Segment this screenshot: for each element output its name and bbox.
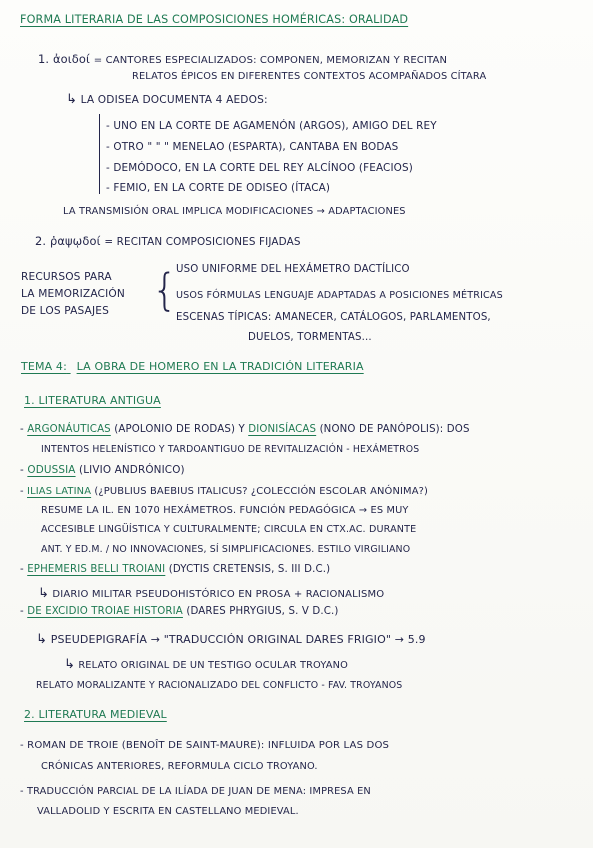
recursos-label: RECURSOS PARA LA MEMORIZACIÓN DE LOS PASAJES [21, 271, 125, 317]
recursos-item: USOS FÓRMULAS LENGUAJE ADAPTADAS A POSICIONES MÉTRICAS [176, 290, 503, 301]
aedo-item: - OTRO " " " MENELAO (ESPARTA), CANTABA EN BODAS [106, 141, 399, 153]
item1-term: ἀοιδοί [52, 52, 90, 66]
aedo-item: - FEMIO, EN LA CORTE DE ODISEO (ÍTACA) [106, 182, 331, 194]
tema4-heading [21, 360, 364, 373]
excidio-author: (DARES PHRYGIUS, S. V D.C.) [186, 606, 339, 617]
relato-line2: RELATO MORALIZANTE Y RACIONALIZADO DEL CONFLICTO - FAV. TROYANOS [36, 680, 403, 691]
dionisiacas-title: DIONISÍACAS [248, 424, 317, 435]
ilias-line4: ANT. Y ED.M. / NO INNOVACIONES, SÍ SIMPLIFICACIONES. ESTILO VIRGILIANO [41, 544, 411, 555]
item2-number: 2. [35, 234, 47, 248]
excidio-line: - DE EXCIDIO TROIAE HISTORIA (DARES PHRYGIUS, S. V D.C.) [20, 606, 339, 617]
aedo-item: - DEMÓDOCO, EN LA CORTE DEL REY ALCÍNOO (FEACIOS) [106, 162, 413, 174]
argonauticas-author: (APOLONIO DE RODAS) Y [114, 424, 245, 435]
roman-line2: CRÓNICAS ANTERIORES, REFORMULA CICLO TROYANO. [41, 761, 318, 772]
item1-line1 [38, 52, 447, 66]
odisea-line [66, 92, 268, 107]
relato-line1: ↳ RELATO ORIGINAL DE UN TESTIGO OCULAR TROYANO [64, 657, 348, 672]
roman-line1: - ROMAN DE TROIE (BENOÎT DE SAINT-MAURE): INFLUIDA POR LAS DOS [20, 740, 390, 751]
ephemeris-title: EPHEMERIS BELLI TROIANI [27, 564, 166, 575]
return-arrow-icon: ↳ [66, 92, 78, 107]
item2-text: = RECITAN COMPOSICIONES FIJADAS [104, 236, 301, 248]
trad-line2: VALLADOLID Y ESCRITA EN CASTELLANO MEDIEVAL. [37, 806, 299, 817]
tema4-label: TEMA 4: [21, 360, 67, 373]
odussia-author: (LIVIO ANDRÓNICO) [79, 464, 185, 476]
item1-line2: RELATOS ÉPICOS EN DIFERENTES CONTEXTOS ACOMPAÑADOS CÍTARA [132, 71, 487, 82]
tema4-title: LA OBRA DE HOMERO EN LA TRADICIÓN LITERARIA [76, 360, 364, 373]
odussia-title: ODUSSIA [27, 464, 76, 476]
brace-icon: { [152, 264, 178, 316]
aedo-item: - UNO EN LA CORTE DE AGAMENÓN (ARGOS), AMIGO DEL REY [106, 120, 437, 132]
ilias-title: ILIAS LATINA [27, 486, 92, 497]
ilias-line2: RESUME LA IL. EN 1070 HEXÁMETROS. FUNCIÓN PEDAGÓGICA → ES MUY [41, 505, 409, 516]
trad-line1: - TRADUCCIÓN PARCIAL DE LA ILÍADA DE JUAN DE MENA: IMPRESA EN [20, 786, 371, 797]
ilias-line3: ACCESIBLE LINGÜÍSTICA Y CULTURALMENTE; CIRCULA EN CTX.AC. DURANTE [41, 524, 417, 535]
return-arrow-icon: ↳ [38, 586, 50, 601]
ephemeris-author: (DYCTIS CRETENSIS, S. III D.C.) [168, 564, 331, 575]
item1-number: 1. [38, 52, 50, 66]
argonauticas-title: ARGONÁUTICAS [27, 424, 111, 435]
return-arrow-icon: ↳ [36, 632, 48, 647]
recursos-item: USO UNIFORME DEL HEXÁMETRO DACTÍLICO [176, 264, 410, 275]
item2-term: ῥαψῳδοί [49, 234, 101, 248]
return-arrow-icon: ↳ [64, 657, 76, 672]
ephemeris-line: - EPHEMERIS BELLI TROIANI (DYCTIS CRETENSIS, S. III D.C.) [20, 564, 331, 575]
lit-antigua-heading: 1. LITERATURA ANTIGUA [24, 394, 161, 407]
recursos-item: DUELOS, TORMENTAS... [248, 332, 372, 343]
excidio-title: DE EXCIDIO TROIAE HISTORIA [27, 606, 183, 617]
argonauticas-line: - ARGONÁUTICAS (APOLONIO DE RODAS) Y DIONISÍACAS (NONO DE PANÓPOLIS): DOS [20, 424, 470, 435]
lit-medieval-heading: 2. LITERATURA MEDIEVAL [24, 708, 167, 721]
argonauticas-line2: INTENTOS HELENÍSTICO Y TARDOANTIGUO DE REVITALIZACIÓN - HEXÁMETROS [41, 444, 420, 455]
item1-text: = CANTORES ESPECIALIZADOS: COMPONEN, MEMORIZAN Y RECITAN [93, 55, 448, 66]
dionisiacas-author: (NONO DE PANÓPOLIS): DOS [319, 424, 470, 435]
page-title: FORMA LITERARIA DE LAS COMPOSICIONES HOMÉRICAS: ORALIDAD [20, 13, 409, 26]
odussia-line: - ODUSSIA (LIVIO ANDRÓNICO) [20, 464, 185, 476]
bracket-bar [99, 114, 101, 194]
item2-line [35, 234, 301, 248]
ephemeris-line2: ↳ DIARIO MILITAR PSEUDOHISTÓRICO EN PROSA + RACIONALISMO [38, 586, 385, 601]
transmision-line: LA TRANSMISIÓN ORAL IMPLICA MODIFICACIONES → ADAPTACIONES [63, 206, 406, 217]
ilias-author: (¿PUBLIUS BAEBIUS ITALICUS? ¿COLECCIÓN ESCOLAR ANÓNIMA?) [94, 486, 429, 497]
odisea-text: LA ODISEA DOCUMENTA 4 AEDOS: [80, 94, 268, 106]
ilias-line1: - ILIAS LATINA (¿PUBLIUS BAEBIUS ITALICUS? ¿COLECCIÓN ESCOLAR ANÓNIMA?) [20, 486, 429, 497]
recursos-item: ESCENAS TÍPICAS: AMANECER, CATÁLOGOS, PARLAMENTOS, [176, 312, 491, 323]
pseudo-line: ↳ PSEUDEPIGRAFÍA → "TRADUCCIÓN ORIGINAL DARES FRIGIO" → 5.9 [36, 632, 426, 647]
